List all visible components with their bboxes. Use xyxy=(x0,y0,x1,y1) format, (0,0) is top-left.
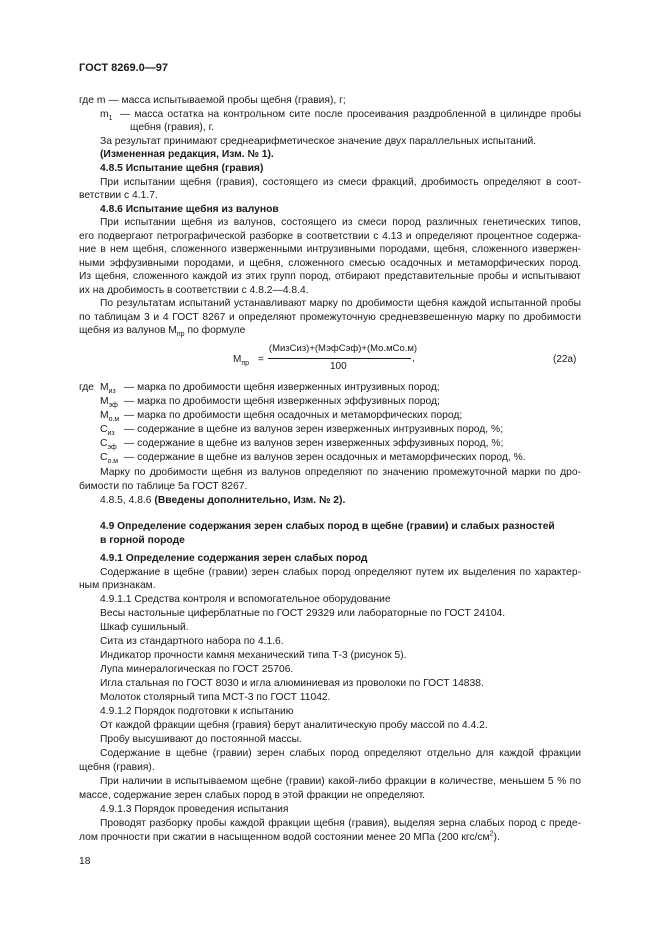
heading-4-9: 4.9 Определение содержания зерен слабых пород в щебне (гравии) и слабых разностей xyxy=(100,521,555,532)
equipment-item: Лупа минералогическая по ГОСТ 25706. xyxy=(100,664,294,675)
subheading-4-9-1-2: 4.9.1.2 Порядок подготовки к испытанию xyxy=(100,706,294,717)
para-4-9-1-cont: ным признакам. xyxy=(79,580,156,591)
para-4-8-6-line: ние в нем щебня, сложенного изверженными интрузивными породами, щебня, сложенного извержен- xyxy=(79,244,581,255)
def-symbol: $М_{о.м}$ xyxy=(100,410,120,424)
procedure-text: Проводят разборку пробы каждой фракции щебня (гравия), выделяя зерна слабых пород с преде- xyxy=(100,818,581,829)
def-symbol: $С_{эф}$ xyxy=(100,438,117,452)
formula-fraction-bar xyxy=(268,358,411,359)
def-text: — марка по дробимости щебня изверженных интрузивных пород; xyxy=(124,382,440,393)
mark-para: Марку по дробимости щебня из валунов определяют по значению промежуточной марки по дро- xyxy=(100,467,581,478)
equipment-item: Шкаф сушильный. xyxy=(100,622,189,633)
def-symbol: $С_{о.м}$ xyxy=(100,452,119,466)
para-4-8-5-cont: ветствии с 4.1.7. xyxy=(79,190,158,201)
header-title: ГОСТ 8269.0—97 xyxy=(79,62,168,74)
defs-prefix: где xyxy=(79,382,95,393)
para-4-8-5: При испытании щебня (гравия), состоящего из смеси фракций, дробимость определяют в соот- xyxy=(100,177,581,188)
prep-text: Содержание в щебне (гравии) зерен слабых пород определяют отдельно для каждой фракции xyxy=(100,748,581,759)
para-results-line: по таблицам 3 и 4 ГОСТ 8267 и определяют промежуточную средневзвешенную марку по дробимости xyxy=(79,312,581,323)
prep-text-cont: массе, содержание зерен слабых пород в этой фракции не определяют. xyxy=(79,790,426,801)
para-4-8-6-line: их на дробимость в соответствии с 4.8.2—4.8.4. xyxy=(79,285,309,296)
procedure-text-cont: лом прочности при сжатии в насыщенном водой состоянии менее 20 МПа (200 кгс/$см^2$). xyxy=(79,830,500,843)
formula-denominator: 100 xyxy=(330,361,347,372)
def-text: — содержание в щебне из валунов зерен осадочных и метаморфических пород, %. xyxy=(124,452,526,463)
prep-text: Пробу высушивают до постоянной массы. xyxy=(100,734,302,745)
para-4-8-6-line: При испытании щебня из валунов, состоящего из смеси пород различных генетических типов, xyxy=(100,217,581,228)
page-number: 18 xyxy=(79,856,91,867)
heading-4-9-1: 4.9.1 Определение содержания зерен слабых пород xyxy=(100,553,368,564)
edit-note-2: 4.8.5, 4.8.6 (Введены дополнительно, Изм. № 2). xyxy=(100,495,346,506)
para-4-9-1: Содержание в щебне (гравии) зерен слабых пород определяют путем их выделения по характер- xyxy=(100,567,581,578)
para-4-8-6-line: его подвергают петрографической разборке в соответствии с 4.13 и определяют процентное содержа- xyxy=(79,231,581,242)
edit-note-1: (Измененная редакция, Изм. № 1). xyxy=(100,149,274,160)
formula-equals: = xyxy=(258,354,264,365)
def-text: — содержание в щебне из валунов зерен изверженных интрузивных пород, %; xyxy=(124,424,504,435)
heading-4-8-6: 4.8.6 Испытание щебня из валунов xyxy=(100,204,279,215)
result-text: За результат принимают среднеарифметическое значение двух параллельных испытаний. xyxy=(100,136,537,147)
definition-m1-cont: щебня (гравия), г. xyxy=(130,122,214,133)
definition-m: где m — масса испытываемой пробы щебня (гравия), г; xyxy=(79,95,346,106)
def-symbol: $М_{эф}$ xyxy=(100,396,118,410)
definition-m1: — масса остатка на контрольном сите после просеивания раздробленной в цилиндре пробы xyxy=(120,109,581,120)
def-symbol: $М_{из}$ xyxy=(100,382,116,396)
formula-lhs: $М_{пр}$ xyxy=(233,354,250,367)
prep-text: От каждой фракции щебня (гравия) берут аналитическую пробу массой по 4.4.2. xyxy=(100,720,488,731)
heading-4-8-5: 4.8.5 Испытание щебня (гравия) xyxy=(100,163,264,174)
subheading-4-9-1-1: 4.9.1.1 Средства контроля и вспомогательное оборудование xyxy=(100,594,391,605)
equipment-item: Молоток столярный типа МСТ-3 по ГОСТ 11042. xyxy=(100,692,331,703)
para-4-8-6-line: ными эффузивными породами, и щебня, сложенного смесью осадочных и метаморфических пород. xyxy=(79,258,581,269)
equipment-item: Индикатор прочности камня механический типа Т-3 (рисунок 5). xyxy=(100,650,407,661)
prep-text: При наличии в испытываемом щебне (гравии) какой-либо фракции в количестве, меньшем 5 % по xyxy=(100,776,581,787)
formula-number: (22а) xyxy=(553,354,577,365)
para-results-line: По результатам испытаний устанавливают марку по дробимости щебня каждой испытанной пробы xyxy=(100,298,581,309)
para-4-8-6-line: Из щебня, сложенного каждой из этих групп пород, отбирают представительные пробы и испытывают xyxy=(79,271,581,282)
equipment-item: Сита из стандартного набора по 4.1.6. xyxy=(100,636,284,647)
equipment-item: Весы настольные циферблатные по ГОСТ 29329 или лабораторные по ГОСТ 24104. xyxy=(100,608,506,619)
mark-para-cont: бимости по таблице 5а ГОСТ 8267. xyxy=(79,481,248,492)
def-text: — марка по дробимости щебня осадочных и метаморфических пород; xyxy=(124,410,463,421)
subheading-4-9-1-3: 4.9.1.3 Порядок проведения испытания xyxy=(100,804,289,815)
def-text: — марка по дробимости щебня изверженных эффузивных пород; xyxy=(124,396,440,407)
formula-comma: , xyxy=(412,353,415,364)
formula-numerator: (МизСиз)+(МэфСэф)+(Мо.мСо.м) xyxy=(268,343,418,354)
heading-4-9-cont: в горной породе xyxy=(100,535,185,546)
def-symbol: $С_{из}$ xyxy=(100,424,115,438)
equipment-item: Игла стальная по ГОСТ 8030 и игла алюминиевая из проволоки по ГОСТ 14838. xyxy=(100,678,484,689)
definition-m1-symbol: $m_1$ xyxy=(100,109,113,123)
para-results-line: щебня из валунов $М_{пр}$ по формуле xyxy=(79,325,246,339)
def-text: — содержание в щебне из валунов зерен изверженных эффузивных пород, %; xyxy=(124,438,504,449)
prep-text-cont: щебня (гравия). xyxy=(79,762,155,773)
